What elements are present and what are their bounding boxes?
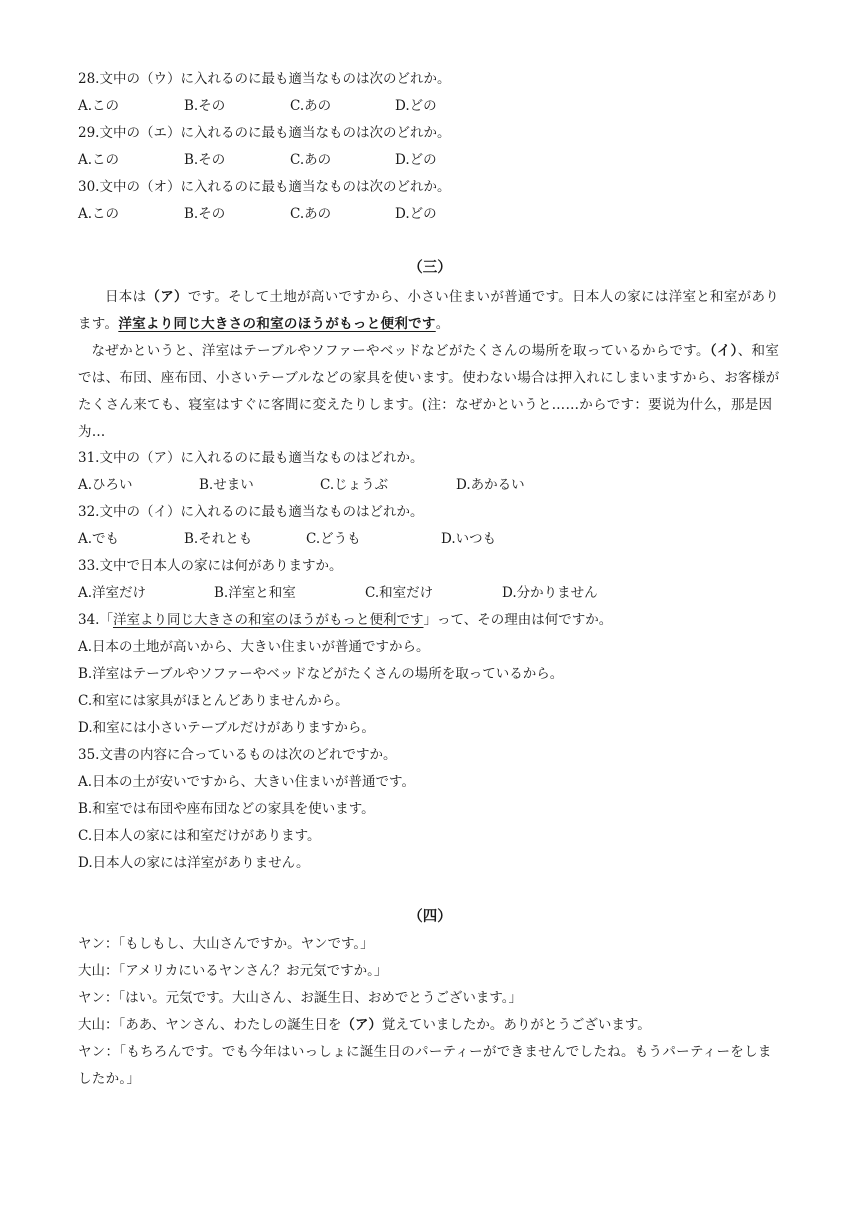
text-segment: 34.「	[78, 612, 113, 628]
option-a: A.でも	[78, 531, 120, 547]
underlined-statement: 洋室より同じ大きさの和室のほうがもっと便利です	[112, 612, 424, 628]
option-a: A.洋室だけ	[78, 585, 147, 601]
blank-i: （イ）	[709, 343, 738, 359]
text-segment: 大山：「ああ、ヤンさん、わたしの誕生日を	[78, 1017, 342, 1033]
section-4-heading: （四）	[408, 908, 452, 925]
option-d: D.どの	[395, 152, 437, 168]
option-b: B.その	[184, 206, 226, 222]
dialogue-line-2: 大山：「アメリカにいるヤンさん？お元気ですか。」	[78, 963, 388, 979]
text-segment: 。	[435, 316, 450, 332]
underlined-statement: 洋室より同じ大きさの和室のほうがもっと便利です	[118, 316, 436, 332]
text-segment: なぜかというと、洋室はテーブルやソファーやベッドなどがたくさんの場所を取っているからです。	[91, 343, 710, 359]
section-3-paragraph-2	[78, 338, 784, 446]
section-3-heading: （三）	[408, 259, 452, 276]
text-segment: 、和室では、布団、座布団、小さいテーブルなどの家具を使います。使わない場合は押入れにしまいますから、お客様がたくさん来ても、寝室はすぐに客間に変えたりします。(注：なぜかというと……からです：要说为什么，那是因为…	[78, 343, 780, 440]
option-b: B.洋室と和室	[214, 585, 296, 601]
question-34-option-d: D.和室には小さいテーブルだけがありますから。	[78, 720, 375, 736]
question-28-options	[78, 97, 784, 115]
question-35: 35.文書の内容に合っているものは次のどれですか。	[78, 747, 397, 763]
question-35-option-a: A.日本の土が安いですから、大きい住まいが普通です。	[78, 774, 415, 790]
option-d: D.いつも	[441, 531, 497, 547]
blank-a: （ア）	[146, 289, 188, 305]
question-34-option-b: B.洋室はテーブルやソファーやベッドなどがたくさんの場所を取っているから。	[78, 666, 564, 682]
option-d: D.分かりません	[502, 585, 598, 601]
option-c: C.あの	[290, 152, 332, 168]
option-b: B.その	[184, 98, 226, 114]
option-b: B.せまい	[199, 477, 254, 493]
dialogue-line-3: ヤン：「はい。元気です。大山さん、お誕生日、おめでとうございます。」	[78, 990, 523, 1006]
question-29: 29.文中の（エ）に入れるのに最も適当なものは次のどれか。	[78, 125, 451, 141]
option-c: C.じょうぶ	[320, 477, 389, 493]
question-34-option-c: C.和室には家具がほとんどありませんから。	[78, 693, 349, 709]
text-segment: 」って、その理由は何ですか。	[423, 612, 613, 628]
question-33: 33.文中で日本人の家には何がありますか。	[78, 558, 343, 574]
option-d: D.あかるい	[456, 477, 525, 493]
dialogue-line-4	[78, 1016, 651, 1034]
question-34-option-a: A.日本の土地が高いから、大きい住まいが普通ですから。	[78, 639, 430, 655]
section-3-paragraph-1	[78, 284, 784, 338]
option-a: A.この	[78, 206, 120, 222]
question-35-option-b: B.和室では布団や座布団などの家具を使います。	[78, 801, 375, 817]
option-c: C.あの	[290, 206, 332, 222]
option-a: A.この	[78, 98, 120, 114]
text-segment: 覚えていましたか。ありがとうございます。	[381, 1017, 651, 1033]
option-c: C.あの	[290, 98, 332, 114]
question-29-options	[78, 151, 784, 169]
question-32: 32.文中の（イ）に入れるのに最も適当なものはどれか。	[78, 504, 424, 520]
option-c: C.和室だけ	[365, 585, 434, 601]
question-34	[78, 611, 612, 629]
option-b: B.それとも	[184, 531, 253, 547]
question-31-options	[78, 476, 784, 494]
option-d: D.どの	[395, 98, 437, 114]
text-segment: 日本は	[105, 289, 147, 305]
question-32-options	[78, 530, 784, 548]
option-a: A.ひろい	[78, 477, 133, 493]
blank-a: （ア）	[341, 1017, 382, 1033]
text-segment: です。そして土地が高いですから、小さい住まいが普通です。日本人の家には洋室と和室があります。	[78, 289, 780, 332]
dialogue-line-1: ヤン：「もしもし、大山さんですか。ヤンです。」	[78, 936, 374, 952]
dialogue-line-5: ヤン：「もちろんです。でも今年はいっしょに誕生日のパーティーができませんでしたね。もうパーティーをしましたか。」	[78, 1044, 772, 1087]
question-35-option-c: C.日本人の家には和室だけがあります。	[78, 828, 321, 844]
option-a: A.この	[78, 152, 120, 168]
question-35-option-d: D.日本人の家には洋室がありません。	[78, 855, 310, 871]
question-31: 31.文中の（ア）に入れるのに最も適当なものはどれか。	[78, 450, 424, 466]
question-30-options	[78, 205, 784, 223]
question-33-options	[78, 584, 784, 602]
option-c: C.どうも	[306, 531, 361, 547]
option-d: D.どの	[395, 206, 437, 222]
question-28: 28.文中の（ウ）に入れるのに最も適当なものは次のどれか。	[78, 71, 451, 87]
question-30: 30.文中の（オ）に入れるのに最も適当なものは次のどれか。	[78, 179, 451, 195]
option-b: B.その	[184, 152, 226, 168]
